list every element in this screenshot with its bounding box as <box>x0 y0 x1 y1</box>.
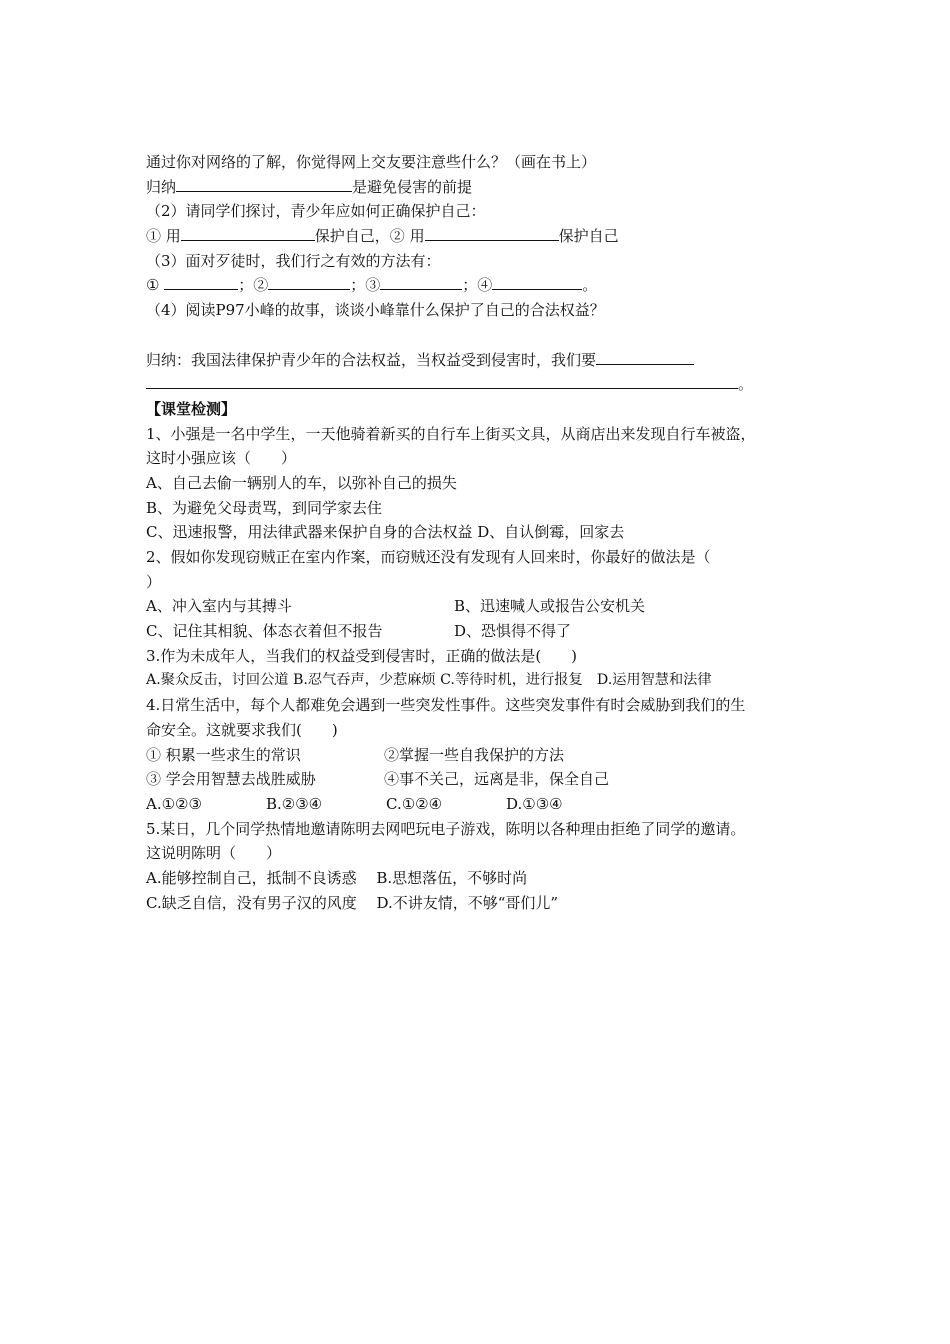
period: 。 <box>582 276 598 295</box>
q3-line1: 3.作为未成年人，当我们的权益受到侵害时，正确的做法是( ) <box>146 646 578 665</box>
q4-answers <box>146 792 826 817</box>
q4-answer-b: B.②③④ <box>266 794 323 813</box>
q1-option-b: B、为避免父母责骂，到同学家去住 <box>146 498 383 517</box>
q5-line2: 这说明陈明（ ） <box>146 844 282 863</box>
q5-line1: 5.某日，几个同学热情地邀请陈明去网吧玩电子游戏，陈明以各种理由拒绝了同学的邀请。 <box>146 819 746 838</box>
q2-line1: 2、假如你发现窃贼正在室内作案，而窃贼还没有发现有人回来时，你最好的做法是（ <box>146 548 711 566</box>
fill-blank[interactable] <box>425 224 559 241</box>
question-3: （3）面对歹徒时，我们行之有效的方法有： <box>146 251 441 270</box>
fill-blank[interactable] <box>268 273 350 290</box>
spacer <box>146 323 826 348</box>
q5-options-cd: C.缺乏自信，没有男子汉的风度 D.不讲友情，不够“哥们儿” <box>146 893 559 912</box>
q1-option-a: A、自己去偷一辆别人的车，以弥补自己的损失 <box>146 473 457 492</box>
q4-item-1: ① 积累一些求生的常识 <box>146 745 301 764</box>
summary-line-2-cont <box>146 372 826 397</box>
section-title: 【课堂检测】 <box>146 399 237 418</box>
period: 。 <box>738 375 754 394</box>
answer-a-prefix: ① 用 <box>146 227 181 246</box>
q2-options-cd <box>146 619 826 644</box>
q4-answer-a: A.①②③ <box>146 794 202 813</box>
answer-b-prefix: ② 用 <box>389 227 425 246</box>
fill-blank[interactable] <box>596 348 694 365</box>
marker-1: ① <box>146 276 160 295</box>
q4-answer-c: C.①②④ <box>386 794 443 813</box>
answer-b-suffix: 保护自己 <box>558 227 619 246</box>
q1-option-cd: C、迅速报警，用法律武器来保护自身的合法权益 D、自认倒霉，回家去 <box>146 523 625 542</box>
q4-line1: 4.日常生活中，每个人都难免会遇到一些突发性事件。这些突发事件有时会威胁到我们的生 <box>146 696 746 715</box>
q5-options-ab: A.能够控制自己，抵制不良诱惑 B.思想落伍，不够时尚 <box>146 868 528 887</box>
fill-blank[interactable] <box>146 372 738 389</box>
q2-options-ab <box>146 594 826 619</box>
question-2: （2）请同学们探讨，青少年应如何正确保护自己： <box>146 202 486 221</box>
fill-blank[interactable] <box>176 175 352 192</box>
fill-blank[interactable] <box>492 273 582 290</box>
marker-4: ；④ <box>462 276 493 295</box>
summary-2-text: 归纳：我国法律保护青少年的合法权益，当权益受到侵害时，我们要 <box>146 350 597 369</box>
summary-text: 是避免侵害的前提 <box>352 177 473 196</box>
summary-line-2 <box>146 348 826 373</box>
q4-items-12 <box>146 743 826 768</box>
q4-line2: 命安全。这就要求我们( ) <box>146 720 338 739</box>
marker-2: ；② <box>238 276 269 295</box>
q2-option-b: B、迅速喊人或报告公安机关 <box>454 597 646 616</box>
q4-answer-d: D.①③④ <box>506 794 563 813</box>
network-question: 通过你对网络的了解，你觉得网上交友要注意些什么？（画在书上） <box>146 153 597 171</box>
q2-option-c: C、记住其相貌、体态衣着但不报告 <box>146 622 383 641</box>
summary-label: 归纳 <box>146 177 177 196</box>
q1-line2: 这时小强应该（ ） <box>146 449 297 468</box>
q1-line1: 1、小强是一名中学生，一天他骑着新买的自行车上街买文具，从商店出来发现自行车被盗， <box>146 424 756 443</box>
answer-a-suffix: 保护自己， <box>314 227 390 246</box>
summary-line-1 <box>146 175 826 200</box>
q4-item-2: ②掌握一些自我保护的方法 <box>384 745 565 764</box>
q3-options: A.聚众反击，讨回公道 B.忍气吞声，少惹麻烦 C.等待时机，进行报复 D.运用智慧和法律 <box>146 672 712 689</box>
q4-item-4: ④事不关己，远离是非，保全自己 <box>384 770 610 789</box>
question-2-answers <box>146 224 826 249</box>
fill-blank[interactable] <box>380 273 462 290</box>
worksheet-content <box>146 150 826 915</box>
marker-3: ；③ <box>350 276 381 295</box>
q2-option-d: D、恐惧得不得了 <box>454 622 572 641</box>
q2-option-a: A、冲入室内与其搏斗 <box>146 597 292 616</box>
q4-item-3: ③ 学会用智慧去战胜威胁 <box>146 770 316 789</box>
fill-blank[interactable] <box>181 224 315 241</box>
question-3-answers <box>146 273 826 298</box>
fill-blank[interactable] <box>164 273 238 290</box>
question-4: （4）阅读P97小峰的故事，谈谈小峰靠什么保护了自己的合法权益？ <box>146 301 605 320</box>
q2-line2: ） <box>146 572 162 591</box>
q4-items-34 <box>146 767 826 792</box>
